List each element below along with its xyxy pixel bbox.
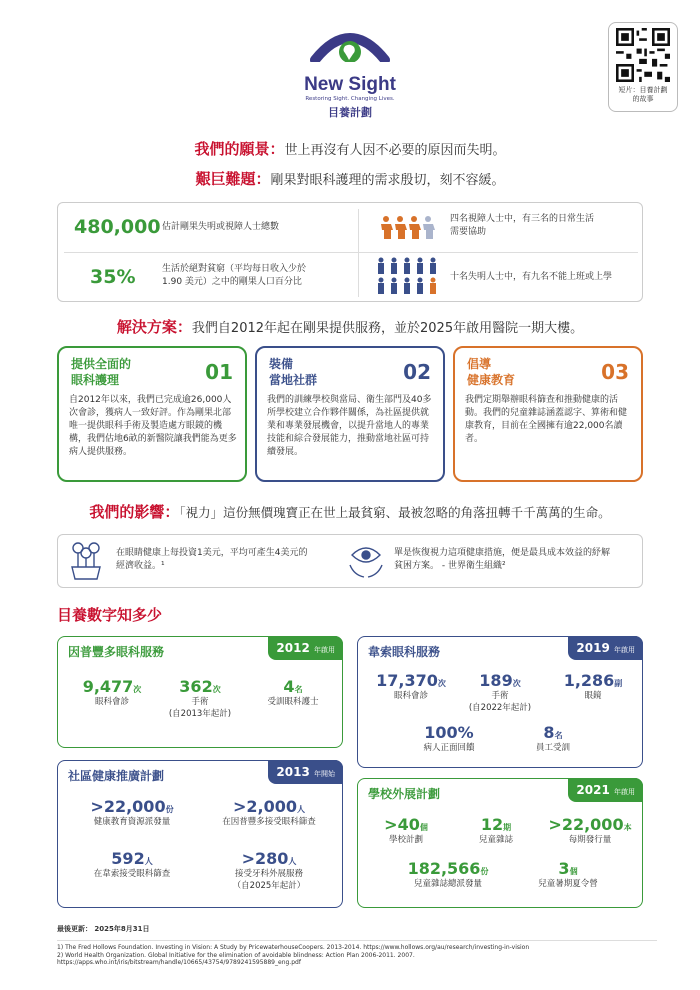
brand-name: New Sight <box>304 74 396 95</box>
challenge-line <box>0 168 700 189</box>
program-stat: 362次 手術 (自2013年起計) <box>168 677 232 719</box>
program-stat: 189次 手術 (自2022年起計) <box>468 671 532 713</box>
stat-text: 估計剛果失明或視障人士總數 <box>162 222 280 232</box>
solution-label: 解決方案： <box>116 318 192 336</box>
logo-eye-icon <box>309 22 391 62</box>
solution-body: 我們定期舉辦眼科篩查和推動健康的活動。我們的兒童雜誌涵蓋認字、算術和健康教育，目前在全國擁有逾22,000名讀者。 <box>465 395 628 444</box>
solution-number: 01 <box>205 360 233 384</box>
impact-label: 我們的影響： <box>89 503 180 521</box>
program-card-ouesso <box>357 636 643 768</box>
solution-card-3 <box>453 346 643 482</box>
people-9-of-10-icon <box>376 257 442 297</box>
program-title: 社區健康推廣計劃 <box>68 769 165 783</box>
stat-value: 35% <box>90 266 136 288</box>
money-plant-icon <box>68 541 104 581</box>
qr-caption: 短片：目養計劃 的故事 <box>618 86 668 103</box>
divider <box>64 252 638 253</box>
impact-text: 「視力」這份無價瑰寶正在世上最貧窮、最被忽略的角落扭轉千千萬萬的生命。 <box>179 505 611 520</box>
reference-2: 2) World Health Organization. Global Initiative for the elimination of avoidable blindness: Action Plan 2006-2011. 2007. https://apps.who.int/iris/bitstream/handle/10665/43754/9789241595889_eng.pdf <box>57 952 415 966</box>
people-3-of-4-icon <box>380 215 436 239</box>
program-stat: 12期 兒童雜誌 <box>478 815 513 845</box>
solution-title: 倡導 健康教育 <box>467 357 516 387</box>
program-stat: 182,566份 兒童雜誌總派發量 <box>407 859 489 889</box>
challenge-label: 艱巨難題： <box>195 170 271 188</box>
program-stat: 4名 受訓眼科護士 <box>267 677 319 707</box>
program-stat: 3個 兒童暑期夏令營 <box>538 859 598 889</box>
last-updated: 最後更新： 2025年8月31日 <box>57 925 150 933</box>
impact-item-1: 在眼睛健康上每投資1美元，平均可產生4美元的 經濟收益。¹ <box>116 548 308 571</box>
impact-box <box>57 534 643 588</box>
solution-body: 我們的訓練學校與當局、衛生部門及40多所學校建立合作夥伴關係，為社區提供就業和專業發展機會，以提升當地人的專業技能和綜合發展能力，推動當地社區可持續發展。 <box>267 395 432 457</box>
solution-card-1 <box>57 346 247 482</box>
challenge-text: 剛果對眼科護理的需求殷切，刻不容緩。 <box>270 173 505 188</box>
reference-1: 1) The Fred Hollows Foundation. Investing in Vision: A Study by PricewaterhouseCoopers. 2013-2014. https://www.hollows.org/au/research/investing-in-vision <box>57 940 657 951</box>
program-stat: 8名 員工受訓 <box>535 723 570 753</box>
program-card-community <box>57 760 343 908</box>
program-name: 目養計劃 <box>328 106 372 119</box>
divider <box>358 209 359 297</box>
program-card-school <box>357 778 643 908</box>
vision-line <box>0 138 700 159</box>
solution-body: 自2012年以來，我們已完成逾26,000人次會診，獲病人一致好評。作為剛果北部唯一提供眼科手術及製造處方眼鏡的機構，我們估地6畝的新醫院讓我們能為更多病人提供服務。 <box>69 395 237 457</box>
program-stat: 592人 在韋索接受眼科篩查 <box>93 849 171 879</box>
impact-item-2: 單是恢復視力這項健康措施，便是最具成本效益的紓解 貧困方案。 - 世界衛生組織² <box>394 548 611 571</box>
stat-text: 生活於絕對貧窮（平均每日收入少於 1.90 美元）之中的剛果人口百分比 <box>162 264 307 287</box>
vision-text: 世上再沒有人因不必要的原因而失明。 <box>284 143 506 158</box>
program-stat: >22,000份 健康教育資源派發量 <box>90 797 174 827</box>
qr-code-icon[interactable] <box>616 28 670 82</box>
solution-number: 03 <box>601 360 629 384</box>
program-title: 因普豐多眼科服務 <box>68 645 165 659</box>
program-card-impfondo <box>57 636 343 748</box>
program-title: 韋索眼科服務 <box>368 645 441 659</box>
program-stat: 1,286副 眼鏡 <box>563 671 623 701</box>
stat-text: 四名視障人士中，有三名的日常生活 需要協助 <box>450 214 595 237</box>
program-stat: >280人 接受牙科外展服務 （自2025年起計） <box>232 849 306 891</box>
brand-tagline: Restoring Sight. Changing Lives. <box>305 96 395 102</box>
solution-line <box>0 316 700 337</box>
solution-card-2 <box>255 346 445 482</box>
stat-text: 十名失明人士中，有九名不能上班或上學 <box>450 272 613 282</box>
program-stat: >2,000人 在因普豐多接受眼科篩查 <box>222 797 316 827</box>
year-badge: 2019 年啟用 <box>568 636 643 660</box>
solution-text: 我們自2012年起在剛果提供服務，並於2025年啟用醫院一期大樓。 <box>191 321 584 336</box>
vision-label: 我們的願景： <box>194 140 285 158</box>
program-stat: >22,000本 每期發行量 <box>548 815 632 845</box>
program-stat: 9,477次 眼科會診 <box>82 677 142 707</box>
stat-value: 480,000 <box>74 216 161 238</box>
solution-title: 提供全面的 眼科護理 <box>71 357 132 387</box>
program-stat: 17,370次 眼科會診 <box>376 671 446 701</box>
year-badge: 2012 年啟用 <box>268 636 343 660</box>
impact-line <box>0 501 700 522</box>
year-badge: 2013 年開始 <box>268 760 343 784</box>
eye-hands-icon <box>348 541 384 581</box>
program-title: 學校外展計劃 <box>368 787 441 801</box>
program-stat: 100% 病人正面回饋 <box>423 723 475 753</box>
solution-number: 02 <box>403 360 431 384</box>
year-badge: 2021 年啟用 <box>568 778 643 802</box>
section-title: 目養數字知多少 <box>57 606 163 624</box>
stats-box <box>57 202 643 302</box>
solution-title: 裝備 當地社群 <box>269 357 318 387</box>
program-stat: >40個 學校計劃 <box>384 815 428 845</box>
